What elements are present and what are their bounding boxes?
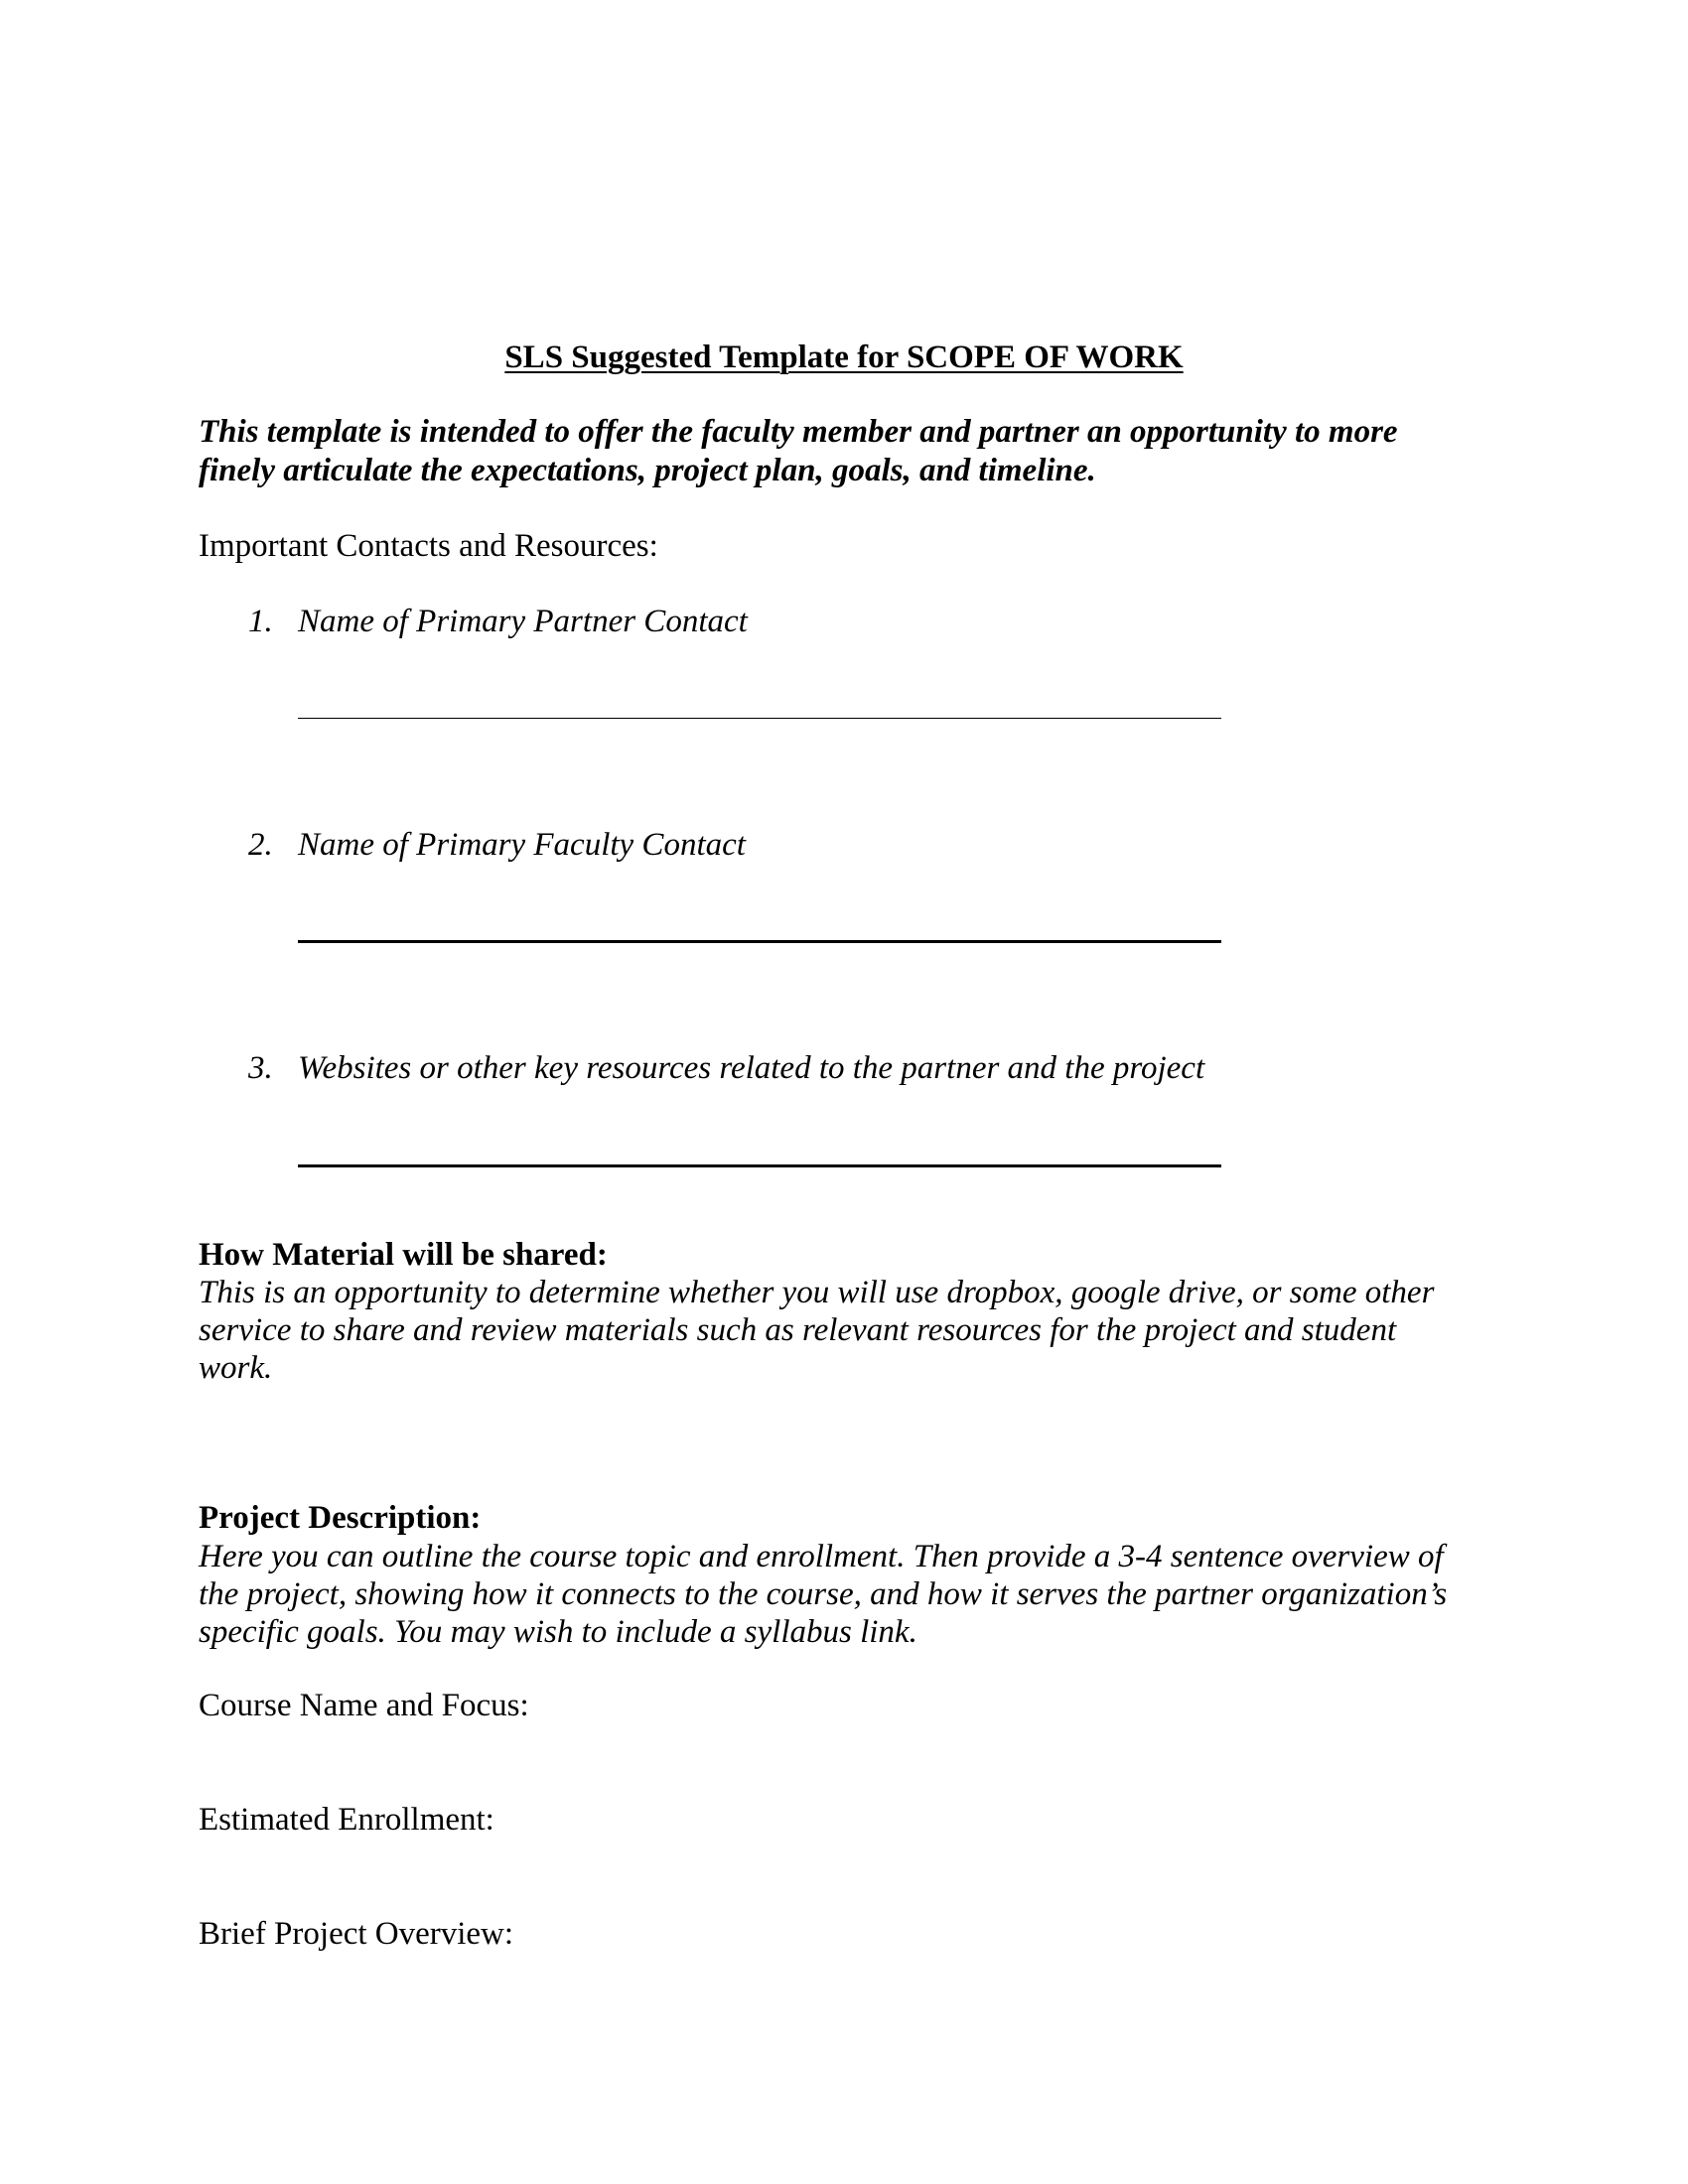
- list-label: Name of Primary Partner Contact: [298, 604, 748, 639]
- intro-paragraph: This template is intended to offer the faculty member and partner an opportunity to more finely articulate the expectations, project plan, goals, and timeline.: [199, 414, 1398, 488]
- course-name-label: Course Name and Focus:: [199, 1688, 529, 1723]
- partner-contact-blank-line: [298, 718, 1221, 719]
- faculty-contact-blank-line: [298, 940, 1221, 943]
- material-sharing-description: This is an opportunity to determine whether you will use dropbox, google drive, or some other service to share and review materials such as relevant resources for the project and student work.: [199, 1275, 1435, 1386]
- key-resources-blank-line: [298, 1164, 1221, 1167]
- list-item-key-resources: [199, 1050, 1450, 1090]
- list-item-partner-contact: [199, 604, 1450, 643]
- contacts-heading: Important Contacts and Resources:: [199, 528, 658, 564]
- project-overview-label: Brief Project Overview:: [199, 1916, 514, 1952]
- list-item-faculty-contact: [199, 827, 1450, 867]
- document-title: SLS Suggested Template for SCOPE OF WORK: [504, 340, 1184, 375]
- list-number: 3.: [248, 1050, 273, 1086]
- list-label: Websites or other key resources related to the partner and the project: [298, 1050, 1205, 1086]
- list-number: 1.: [248, 604, 273, 639]
- material-sharing-heading: How Material will be shared:: [199, 1237, 608, 1273]
- list-number: 2.: [248, 827, 273, 863]
- project-description-heading: Project Description:: [199, 1500, 482, 1536]
- estimated-enrollment-label: Estimated Enrollment:: [199, 1802, 494, 1838]
- project-description-text: Here you can outline the course topic and enrollment. Then provide a 3-4 sentence overview of the project, showing how it connects to the course, and how it serves the partner organization’s specific goals. You may wish to include a syllabus link.: [199, 1539, 1448, 1650]
- list-label: Name of Primary Faculty Contact: [298, 827, 746, 863]
